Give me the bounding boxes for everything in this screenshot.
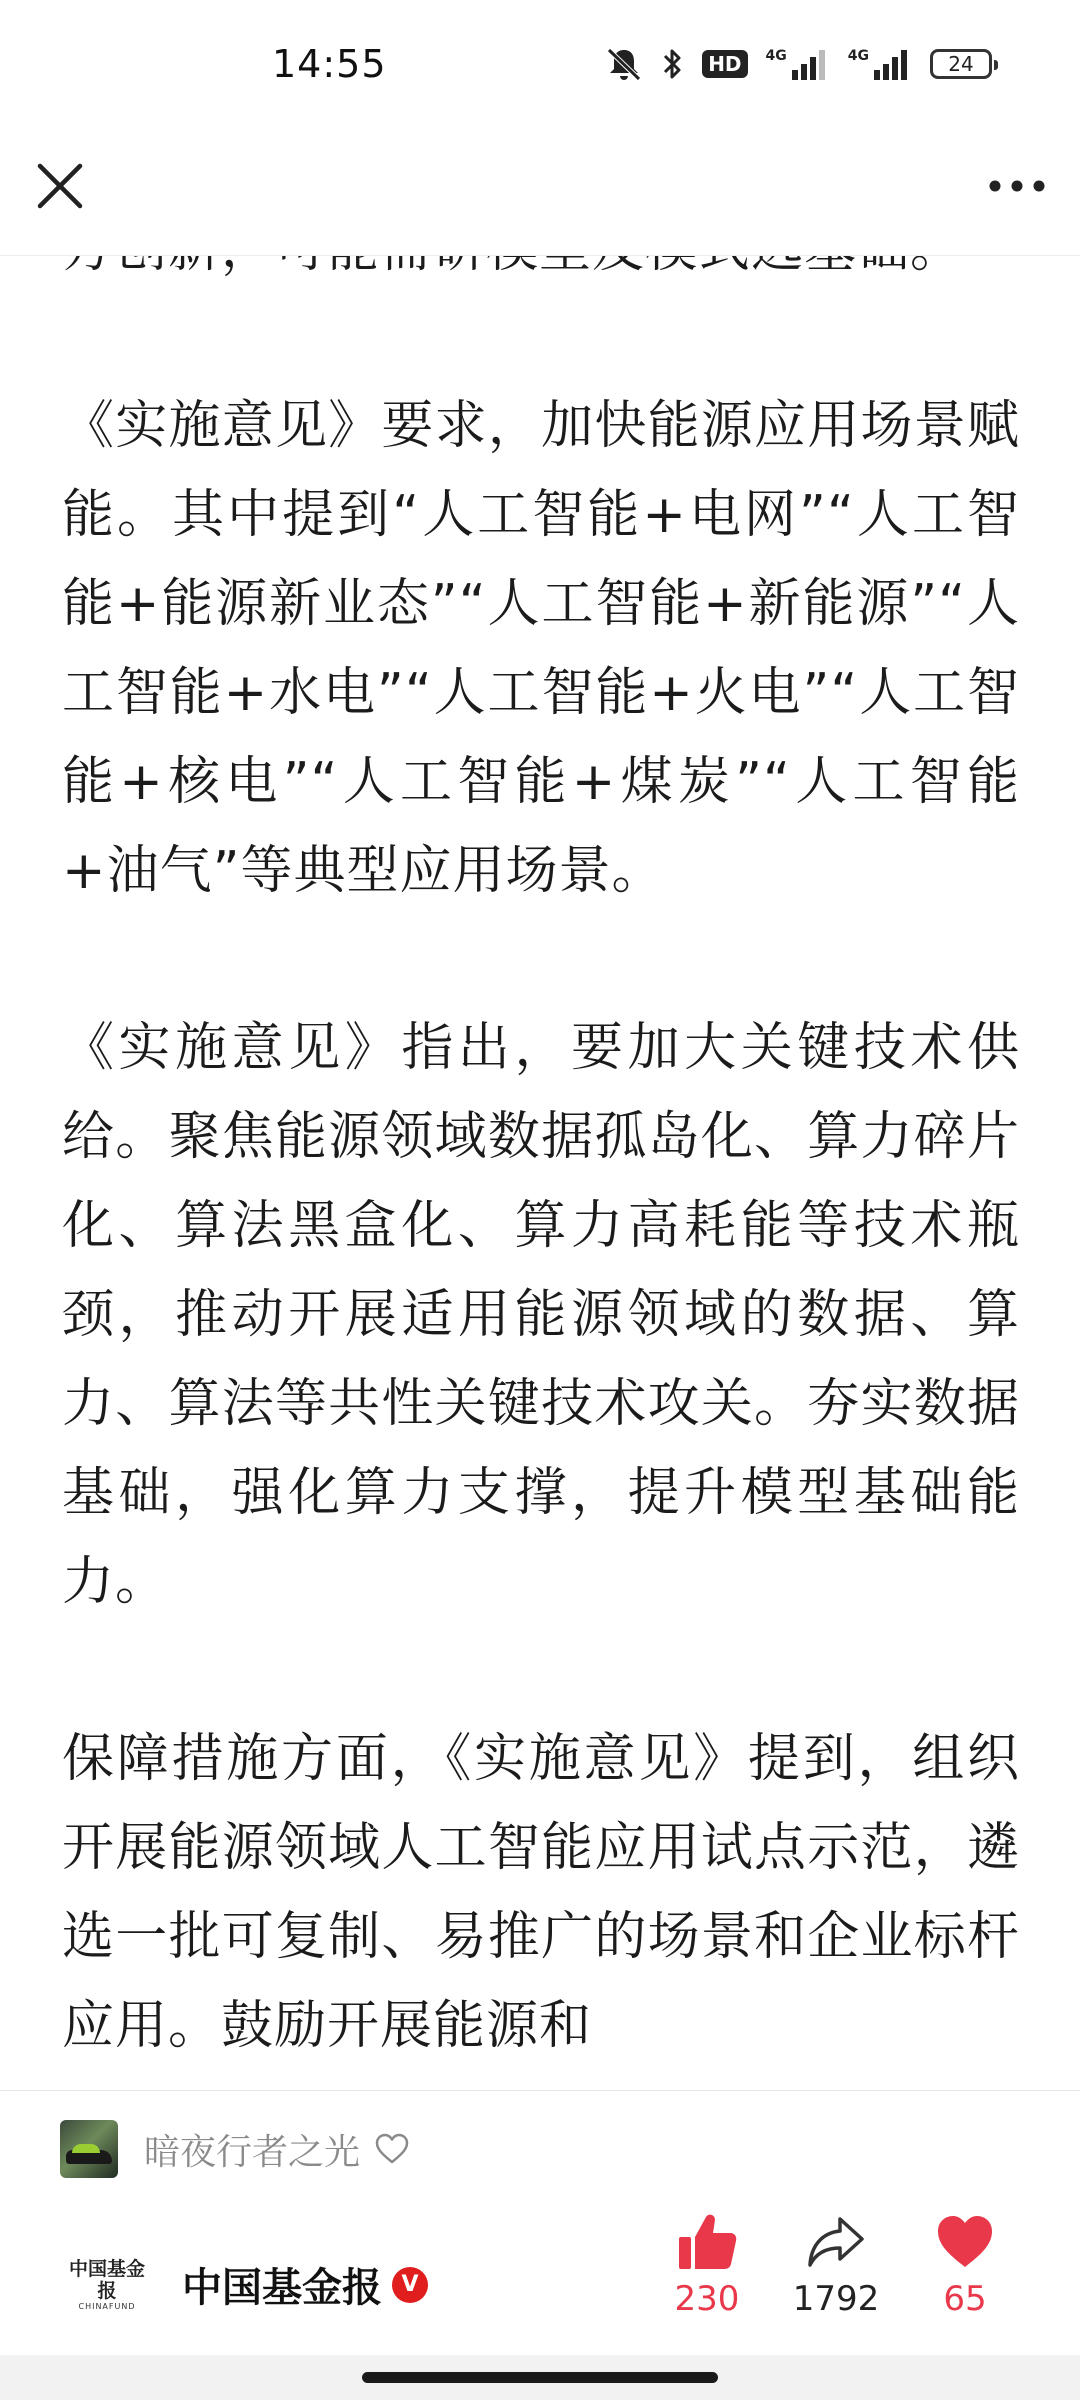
share-icon: [804, 2211, 868, 2273]
share-count: 1792: [792, 2279, 880, 2319]
article-paragraph: 《实施意见》要求，加快能源应用场景赋能。其中提到“人工智能+电网”“人工智能+能源新业态”“人工智能+新能源”“人工智能+水电”“人工智能+火电”“人工智能+核电”“人工智能+煤炭”“人工智能+油气”等典型应用场景。: [62, 396, 1020, 901]
more-button[interactable]: [982, 158, 1052, 214]
bluetooth-icon: [662, 46, 684, 82]
signal-icon: 4G: [848, 48, 912, 80]
like-button[interactable]: [652, 2211, 762, 2319]
mute-icon: [604, 46, 644, 82]
status-time: 14:55: [272, 42, 387, 86]
article-body[interactable]: [0, 255, 1080, 2090]
heart-icon: [933, 2211, 997, 2273]
publisher-name[interactable]: 中国基金报: [182, 2265, 382, 2311]
favorite-button[interactable]: [910, 2211, 1020, 2319]
publisher-info[interactable]: [62, 2256, 428, 2313]
signal-icon: 4G: [766, 48, 830, 80]
commenter-name[interactable]: 暗夜行者之光: [144, 2131, 361, 2173]
bottom-action-bar: [0, 2090, 1080, 2356]
article-text: [62, 205, 1020, 2159]
like-count: 230: [674, 2279, 740, 2319]
close-button[interactable]: [30, 156, 90, 216]
logo-subtext: CHINAFUND: [78, 2301, 136, 2311]
top-nav-bar: [0, 130, 1080, 256]
avatar[interactable]: [60, 2120, 118, 2178]
thumbs-up-icon: [675, 2211, 739, 2273]
share-button[interactable]: [781, 2211, 891, 2319]
favorite-count: 65: [943, 2279, 987, 2319]
status-bar: [0, 0, 1080, 130]
article-paragraph: 《实施意见》指出，要加大关键技术供给。聚焦能源领域数据孤岛化、算力碎片化、算法黑盒化、算力高耗能等技术瓶颈，推动开展适用能源领域的数据、算力、算法等共性关键技术攻关。夯实数据基础，强化算力支撑，提升模型基础能力。: [62, 1018, 1020, 1612]
verified-badge-icon: V: [392, 2267, 428, 2303]
status-icons: [604, 44, 992, 84]
more-icon: [982, 158, 1052, 214]
close-icon: [30, 156, 90, 216]
publisher-logo[interactable]: [62, 2258, 152, 2312]
hd-icon: HD: [702, 50, 747, 78]
battery-icon: 24: [930, 49, 992, 79]
home-indicator[interactable]: [362, 2372, 718, 2383]
logo-text: 中国基金报: [68, 2257, 145, 2302]
heart-outline-icon[interactable]: [374, 2133, 410, 2165]
article-paragraph: 保障措施方面，《实施意见》提到，组织开展能源领域人工智能应用试点示范，遴选一批可复制、易推广的场景和企业标杆应用。鼓励开展能源和: [62, 1729, 1020, 2056]
gesture-bar: [0, 2355, 1080, 2400]
commenter-row[interactable]: [60, 2119, 410, 2179]
